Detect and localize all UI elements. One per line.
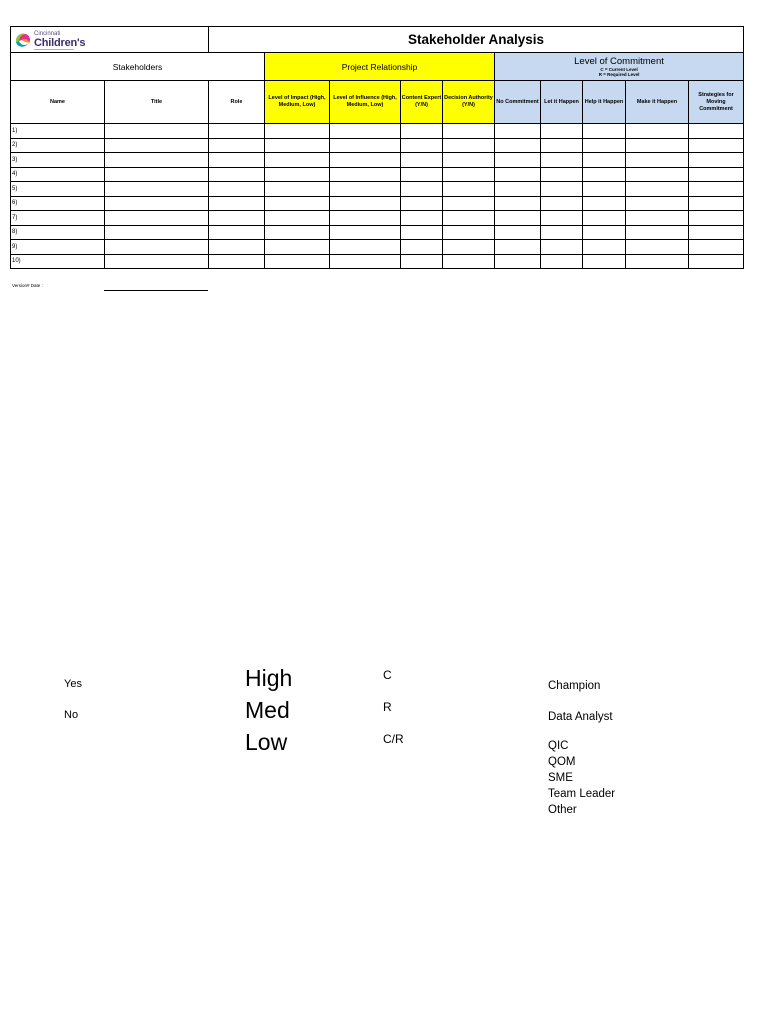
- row-name-cell[interactable]: 8): [11, 225, 105, 240]
- row-name-cell[interactable]: 4): [11, 167, 105, 182]
- row-cell[interactable]: [626, 254, 689, 269]
- row-cell[interactable]: [583, 153, 626, 168]
- commitment-legend-c: C = Current Level: [600, 66, 638, 72]
- commitment-title: Level of Commitment: [574, 55, 664, 67]
- row-cell[interactable]: [541, 153, 583, 168]
- cincinnati-childrens-logo: [13, 30, 93, 50]
- col-header-level-of-impact: Level of Impact (High, Medium, Low): [265, 81, 330, 124]
- commitment-group-header: [495, 53, 744, 81]
- row-cell[interactable]: [626, 167, 689, 182]
- row-cell[interactable]: [443, 196, 495, 211]
- row-cell[interactable]: [443, 225, 495, 240]
- row-cell[interactable]: [330, 240, 401, 255]
- row-cell[interactable]: [689, 240, 744, 255]
- row-cell[interactable]: [541, 138, 583, 153]
- row-cell[interactable]: [401, 225, 443, 240]
- row-cell[interactable]: [330, 138, 401, 153]
- list-item-high: High: [245, 665, 293, 691]
- row-cell[interactable]: [209, 225, 265, 240]
- logo-tagline: [34, 49, 74, 50]
- row-cell[interactable]: [265, 211, 330, 226]
- col-header-role: Role: [209, 81, 265, 124]
- row-cell[interactable]: [689, 225, 744, 240]
- row-cell[interactable]: [443, 167, 495, 182]
- table-row: [11, 124, 744, 139]
- col-header-no-commitment: No Commitment: [495, 81, 541, 124]
- row-cell[interactable]: [541, 240, 583, 255]
- list-item-r: R: [383, 700, 392, 714]
- row-cell[interactable]: [209, 124, 265, 139]
- row-cell[interactable]: [626, 153, 689, 168]
- row-cell[interactable]: [541, 225, 583, 240]
- row-cell[interactable]: [401, 254, 443, 269]
- row-cell[interactable]: [401, 124, 443, 139]
- list-item-low: Low: [245, 729, 288, 755]
- row-cell[interactable]: [583, 167, 626, 182]
- row-cell[interactable]: [689, 254, 744, 269]
- list-item-sme: SME: [548, 772, 573, 784]
- row-name-cell[interactable]: 1): [11, 124, 105, 139]
- row-name-cell[interactable]: 6): [11, 196, 105, 211]
- table-row: [11, 225, 744, 240]
- row-cell[interactable]: [105, 211, 209, 226]
- table-row: [11, 182, 744, 197]
- row-cell[interactable]: [401, 153, 443, 168]
- col-header-help-it-happen: Help it Happen: [583, 81, 626, 124]
- logo-cell: [11, 27, 209, 53]
- level-list: [245, 662, 292, 758]
- stakeholder-analysis-table: [10, 26, 744, 269]
- row-cell[interactable]: [583, 196, 626, 211]
- list-item-qom: QOM: [548, 756, 576, 768]
- col-header-name: Name: [11, 81, 105, 124]
- row-cell[interactable]: [105, 225, 209, 240]
- row-cell[interactable]: [443, 240, 495, 255]
- list-item-qic: QIC: [548, 740, 569, 752]
- row-cell[interactable]: [689, 124, 744, 139]
- row-cell[interactable]: [265, 240, 330, 255]
- row-cell[interactable]: [495, 211, 541, 226]
- row-cell[interactable]: [265, 124, 330, 139]
- row-cell[interactable]: [330, 225, 401, 240]
- row-cell[interactable]: [330, 196, 401, 211]
- list-item-c: C: [383, 668, 392, 682]
- row-cell[interactable]: [495, 240, 541, 255]
- table-body: [11, 124, 744, 269]
- col-header-decision-authority: Decision Authority (Y/N): [443, 81, 495, 124]
- row-cell[interactable]: [689, 167, 744, 182]
- col-header-level-of-influence: Level of Influence (High, Medium, Low): [330, 81, 401, 124]
- row-cell[interactable]: [209, 211, 265, 226]
- table-row: [11, 254, 744, 269]
- row-cell[interactable]: [401, 240, 443, 255]
- row-cell[interactable]: [209, 254, 265, 269]
- row-cell[interactable]: [583, 240, 626, 255]
- row-cell[interactable]: [401, 211, 443, 226]
- list-item-other: Other: [548, 804, 577, 816]
- project-relationship-group-header: Project Relationship: [265, 53, 495, 81]
- row-cell[interactable]: [495, 167, 541, 182]
- row-cell[interactable]: [401, 196, 443, 211]
- list-item-c-r: C/R: [383, 732, 404, 746]
- row-cell[interactable]: [105, 182, 209, 197]
- row-cell[interactable]: [689, 182, 744, 197]
- row-cell[interactable]: [583, 225, 626, 240]
- row-cell[interactable]: [443, 124, 495, 139]
- row-cell[interactable]: [330, 254, 401, 269]
- row-cell[interactable]: [105, 240, 209, 255]
- row-cell[interactable]: [626, 124, 689, 139]
- row-cell[interactable]: [105, 138, 209, 153]
- row-cell[interactable]: [105, 153, 209, 168]
- row-cell[interactable]: [495, 124, 541, 139]
- list-item-yes: Yes: [64, 678, 82, 690]
- logo-big-text: Children's: [34, 37, 86, 49]
- row-cell[interactable]: [443, 254, 495, 269]
- row-cell[interactable]: [105, 167, 209, 182]
- table-row: [11, 240, 744, 255]
- row-cell[interactable]: [265, 196, 330, 211]
- row-cell[interactable]: [443, 211, 495, 226]
- row-cell[interactable]: [583, 182, 626, 197]
- row-cell[interactable]: [401, 167, 443, 182]
- row-name-cell[interactable]: 5): [11, 182, 105, 197]
- row-cell[interactable]: [541, 211, 583, 226]
- row-cell[interactable]: [626, 211, 689, 226]
- row-name-cell[interactable]: 10): [11, 254, 105, 269]
- row-cell[interactable]: [443, 153, 495, 168]
- row-cell[interactable]: [583, 254, 626, 269]
- row-cell[interactable]: [626, 196, 689, 211]
- row-cell[interactable]: [105, 196, 209, 211]
- row-cell[interactable]: [541, 182, 583, 197]
- row-cell[interactable]: [583, 124, 626, 139]
- col-header-let-it-happen: Let it Happen: [541, 81, 583, 124]
- row-cell[interactable]: [583, 138, 626, 153]
- row-cell[interactable]: [265, 254, 330, 269]
- list-item-team-leader: Team Leader: [548, 788, 616, 800]
- table-row: [11, 211, 744, 226]
- row-cell[interactable]: [265, 153, 330, 168]
- row-cell[interactable]: [209, 240, 265, 255]
- row-cell[interactable]: [626, 240, 689, 255]
- row-cell[interactable]: [495, 196, 541, 211]
- row-cell[interactable]: [105, 124, 209, 139]
- row-cell[interactable]: [330, 167, 401, 182]
- row-cell[interactable]: [626, 225, 689, 240]
- yes-no-list: [64, 678, 82, 740]
- list-item-med: Med: [245, 697, 290, 723]
- row-cell[interactable]: [209, 138, 265, 153]
- row-cell[interactable]: [330, 153, 401, 168]
- col-header-strategies: Strategies for Moving Commitment: [689, 81, 744, 124]
- row-cell[interactable]: [330, 182, 401, 197]
- row-cell[interactable]: [209, 153, 265, 168]
- row-cell[interactable]: [265, 138, 330, 153]
- row-cell[interactable]: [541, 124, 583, 139]
- commitment-code-list: [383, 668, 404, 764]
- row-cell[interactable]: [626, 138, 689, 153]
- col-header-make-it-happen: Make it Happen: [626, 81, 689, 124]
- row-cell[interactable]: [689, 138, 744, 153]
- col-header-content-expert: Content Expert (Y/N): [401, 81, 443, 124]
- row-cell[interactable]: [541, 254, 583, 269]
- table-row: [11, 138, 744, 153]
- row-cell[interactable]: [401, 138, 443, 153]
- row-cell[interactable]: [401, 182, 443, 197]
- row-cell[interactable]: [330, 124, 401, 139]
- list-item-champion: Champion: [548, 680, 601, 692]
- row-cell[interactable]: [209, 167, 265, 182]
- row-cell[interactable]: [443, 138, 495, 153]
- row-cell[interactable]: [209, 196, 265, 211]
- sheet-title: Stakeholder Analysis: [209, 27, 744, 53]
- row-cell[interactable]: [209, 182, 265, 197]
- table-row: [11, 153, 744, 168]
- row-cell[interactable]: [689, 153, 744, 168]
- version-date-label: Version# Date :: [12, 283, 43, 288]
- version-date-field[interactable]: [104, 290, 208, 291]
- row-cell[interactable]: [265, 182, 330, 197]
- stakeholders-group-header: Stakeholders: [11, 53, 265, 81]
- row-cell[interactable]: [495, 254, 541, 269]
- row-name-cell[interactable]: 2): [11, 138, 105, 153]
- row-cell[interactable]: [583, 211, 626, 226]
- row-name-cell[interactable]: 3): [11, 153, 105, 168]
- row-cell[interactable]: [330, 211, 401, 226]
- list-item-no: No: [64, 709, 79, 721]
- col-header-title: Title: [105, 81, 209, 124]
- commitment-legend-r: R = Required Level: [598, 71, 640, 77]
- table-row: [11, 196, 744, 211]
- row-cell[interactable]: [495, 138, 541, 153]
- row-cell[interactable]: [265, 225, 330, 240]
- row-cell[interactable]: [541, 196, 583, 211]
- row-cell[interactable]: [689, 211, 744, 226]
- row-name-cell[interactable]: 7): [11, 211, 105, 226]
- row-cell[interactable]: [541, 167, 583, 182]
- row-cell[interactable]: [495, 225, 541, 240]
- list-item-data-analyst: Data Analyst: [548, 711, 613, 723]
- logo-swirl-icon: [13, 30, 33, 50]
- row-cell[interactable]: [626, 182, 689, 197]
- row-cell[interactable]: [495, 182, 541, 197]
- logo-small-text: Cincinnati: [34, 31, 61, 37]
- row-name-cell[interactable]: 9): [11, 240, 105, 255]
- row-cell[interactable]: [265, 167, 330, 182]
- row-cell[interactable]: [443, 182, 495, 197]
- row-cell[interactable]: [495, 153, 541, 168]
- table-row: [11, 167, 744, 182]
- role-list: [548, 679, 615, 819]
- row-cell[interactable]: [105, 254, 209, 269]
- row-cell[interactable]: [689, 196, 744, 211]
